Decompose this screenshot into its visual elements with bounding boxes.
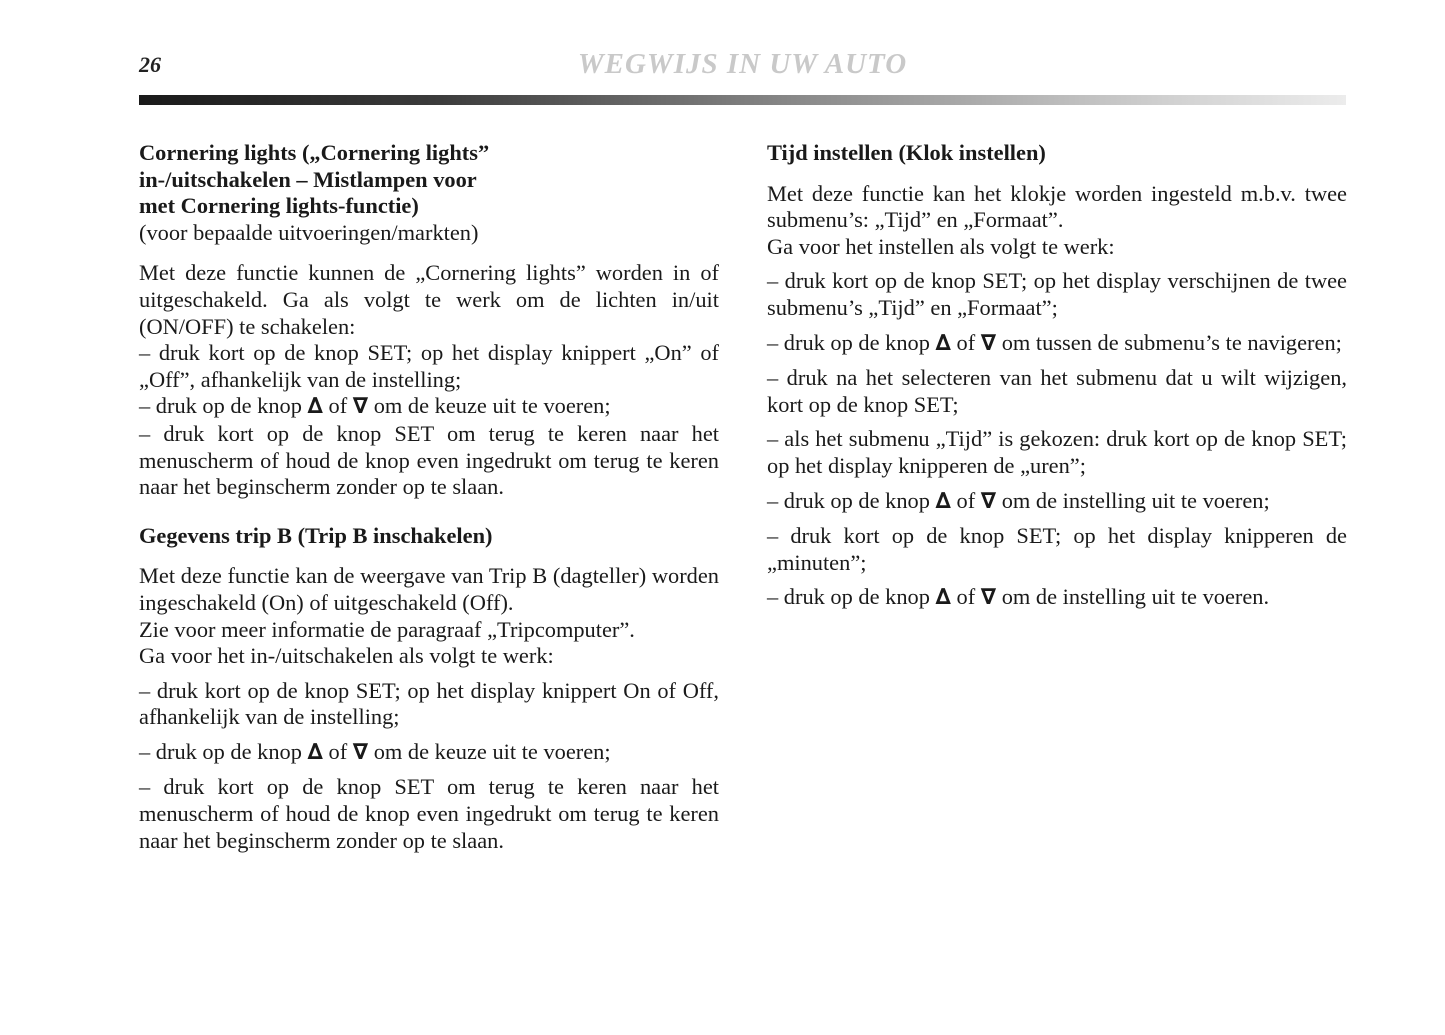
step-text: – druk op de knop [139, 393, 302, 419]
trip-b-intro-3: Ga voor het in-/uitschakelen als volgt te werk: [139, 643, 554, 669]
step-text: of [956, 584, 976, 610]
time-step-2 [767, 330, 1347, 358]
trip-b-intro-2: Zie voor meer informatie de paragraaf „Tripcomputer”. [139, 616, 635, 642]
time-step-1: – druk kort op de knop SET; op het display verschijnen de twee submenu’s „Tijd” en „Formaat”; [767, 268, 1347, 320]
cornering-intro: Met deze functie kunnen de „Cornering lights” worden in of uitgeschakeld. Ga als volgt te werk om de lichten in/uit (ON/OFF) te schakelen: [139, 260, 719, 339]
down-triangle-icon: ∇ [980, 330, 997, 356]
cornering-heading-line-1: Cornering lights („Cornering lights” [139, 140, 490, 165]
time-step-6: – druk kort op de knop SET; op het display knipperen de „minuten”; [767, 523, 1347, 575]
cornering-step-1: – druk kort op de knop SET; op het display knippert „On” of „Off”, afhankelijk van de instelling; [139, 340, 719, 392]
time-intro: Met deze functie kan het klokje worden ingesteld m.b.v. twee submenu’s: „Tijd” en „Formaat”. [767, 180, 1347, 233]
up-triangle-icon: ∆ [935, 585, 951, 611]
up-triangle-icon: ∆ [935, 488, 951, 514]
cornering-heading-line-3: met Cornering lights-functie) [139, 193, 419, 219]
cornering-lights-section [139, 140, 719, 501]
down-triangle-icon: ∇ [980, 488, 997, 514]
step-text: of [956, 329, 976, 355]
page-number: 26 [139, 52, 161, 77]
step-text: om de keuze uit te voeren; [373, 393, 611, 419]
step-text: om de instelling uit te voeren. [1001, 584, 1270, 610]
up-triangle-icon: ∆ [935, 330, 951, 356]
time-step-7 [767, 584, 1347, 612]
step-text: – druk op de knop [139, 738, 302, 764]
cornering-subheading: (voor bepaalde uitvoeringen/markten) [139, 219, 479, 245]
step-text: om tussen de submenu’s te navigeren; [1001, 329, 1342, 355]
down-triangle-icon: ∇ [352, 394, 369, 420]
up-triangle-icon: ∆ [307, 739, 323, 765]
trip-b-intro: Met deze functie kan de weergave van Trip B (dagteller) worden ingeschakeld (On) of uitgeschakeld (Off). [139, 563, 719, 615]
trip-b-step-3: – druk kort op de knop SET om terug te keren naar het menuscherm of houd de knop even ingedrukt om terug te keren naar het beginscherm zonder op te slaan. [139, 774, 719, 853]
step-text: of [956, 487, 976, 513]
header-bar [139, 95, 1346, 105]
time-step-3: – druk na het selecteren van het submenu dat u wilt wijzigen, kort op de knop SET; [767, 365, 1347, 417]
left-column [139, 140, 719, 854]
time-section [767, 140, 1347, 612]
trip-b-section [139, 523, 719, 855]
time-heading: Tijd instellen (Klok instellen) [767, 140, 1046, 165]
up-triangle-icon: ∆ [307, 394, 323, 420]
right-column [767, 140, 1347, 612]
cornering-step-3: – druk kort op de knop SET om terug te keren naar het menuscherm of houd de knop even ingedrukt om terug te keren naar het beginscherm zonder op te slaan. [139, 420, 719, 500]
step-text: of [328, 738, 348, 764]
down-triangle-icon: ∇ [352, 739, 369, 765]
step-text: om de instelling uit te voeren; [1001, 487, 1270, 513]
time-step-5 [767, 488, 1347, 516]
step-text: of [328, 393, 348, 419]
step-text: – druk op de knop [767, 329, 930, 355]
running-title: WEGWIJS IN UW AUTO [577, 48, 908, 80]
down-triangle-icon: ∇ [980, 585, 997, 611]
trip-b-step-2 [139, 739, 719, 767]
time-step-4: – als het submenu „Tijd” is gekozen: druk kort op de knop SET; op het display knipperen de „uren”; [767, 426, 1347, 478]
step-text: – druk op de knop [767, 487, 930, 513]
step-text: – druk op de knop [767, 584, 930, 610]
cornering-step-2 [139, 393, 719, 421]
time-intro-2: Ga voor het instellen als volgt te werk: [767, 233, 1115, 259]
trip-b-heading: Gegevens trip B (Trip B inschakelen) [139, 522, 493, 548]
cornering-heading-line-2: in-/uitschakelen – Mistlampen voor [139, 166, 477, 192]
step-text: om de keuze uit te voeren; [373, 738, 611, 764]
trip-b-step-1: – druk kort op de knop SET; op het display knippert On of Off, afhankelijk van de instelling; [139, 677, 719, 730]
